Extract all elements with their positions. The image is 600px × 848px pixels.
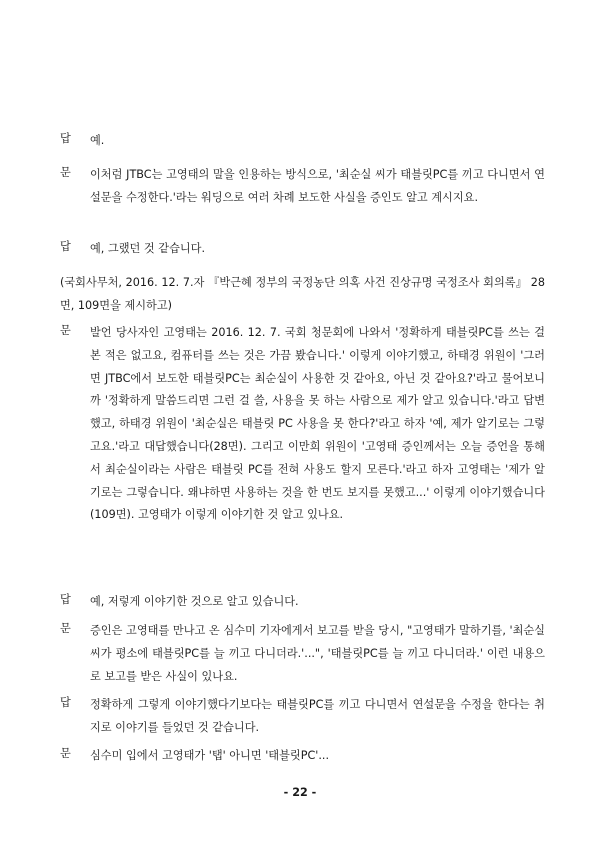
answer-block [60,591,545,614]
answer-text: 정확하게 그렇게 이야기했다기보다는 태블릿PC를 끼고 다니면서 연설문을 수정을 한다는 취지로 이야기를 들었던 것 같습니다. [90,698,545,734]
speaker-label: 답 [60,132,71,145]
question-block [60,620,545,688]
question-text: 증인은 고영태를 만나고 온 심수미 기자에게서 보고를 받을 당시, "고영태가 말하기를, '최순실 씨가 평소에 태블릿PC를 늘 끼고 다니더라.'...", '태블릿PC를 늘 끼고 다니더라.' 이런 내용으로 보고를 받은 사실이 있나요. [90,624,545,683]
speaker-label: 답 [60,593,71,606]
speaker-label: 문 [60,747,71,760]
answer-block [60,694,545,740]
question-block [60,322,545,527]
page-number: - 22 - [283,786,317,799]
answer-block [60,238,545,261]
answer-text: 예, 그랬던 것 같습니다. [90,242,206,255]
question-text: 발언 당사자인 고영태는 2016. 12. 7. 국회 청문회에 나와서 '정확하게 태블릿PC를 쓰는 걸 본 적은 없고요, 컴퓨터를 쓰는 것은 가끔 봤습니다.' 이렇게 이야기했고, 하태경 위원이 '그러면 JTBC에서 보도한 태블릿PC는 최순실이 사용한 것 같아요, 아닌 것 같아요?'라고 물어보니까 '정확하게 말씀드리면 그런 걸 쓸, 사용을 못 하는 사람으로 제가 알고 있습니다.'라고 답변했고, 하태경 위원이 '최순실은 태블릿 PC 사용을 못 한다?'라고 하자 '예, 제가 알기로는 그렇고요.'라고 대답했습니다(28면). 그리고 이만희 위원이 '고영태 증인께서는 오늘 증언을 통해서 최순실이라는 사람은 태블릿 PC를 전혀 사용도 할지 모른다.'라고 하자 고영태는 '제가 알기로는 그렇습니다. 왜냐하면 사용하는 것을 한 번도 보지를 못했고...' 이렇게 이야기했습니다(109면). 고영태가 이렇게 이야기한 것 알고 있나요. [90,326,545,522]
speaker-label: 답 [60,696,71,709]
speaker-label: 문 [60,166,71,179]
question-block [60,164,545,210]
question-text: 이처럼 JTBC는 고영태의 말을 인용하는 방식으로, '최순실 씨가 태블릿PC를 끼고 다니면서 연설문을 수정한다.'라는 워딩으로 여러 차례 보도한 사실을 증인도 알고 계시지요. [90,168,545,204]
speaker-label: 답 [60,240,71,253]
answer-text: 예. [90,134,105,147]
answer-text: 예, 저렇게 이야기한 것으로 알고 있습니다. [90,595,299,608]
speaker-label: 문 [60,622,71,635]
evidence-note: (국회사무처, 2016. 12. 7.자 『박근혜 정부의 국정농단 의혹 사건 진상규명 국정조사 회의록』 28면, 109면을 제시하고) [60,276,545,312]
question-text: 심수미 입에서 고영태가 '탭' 아니면 '태블릿PC'... [90,749,330,762]
speaker-label: 문 [60,324,71,337]
question-block [60,745,545,768]
answer-block [60,130,545,153]
